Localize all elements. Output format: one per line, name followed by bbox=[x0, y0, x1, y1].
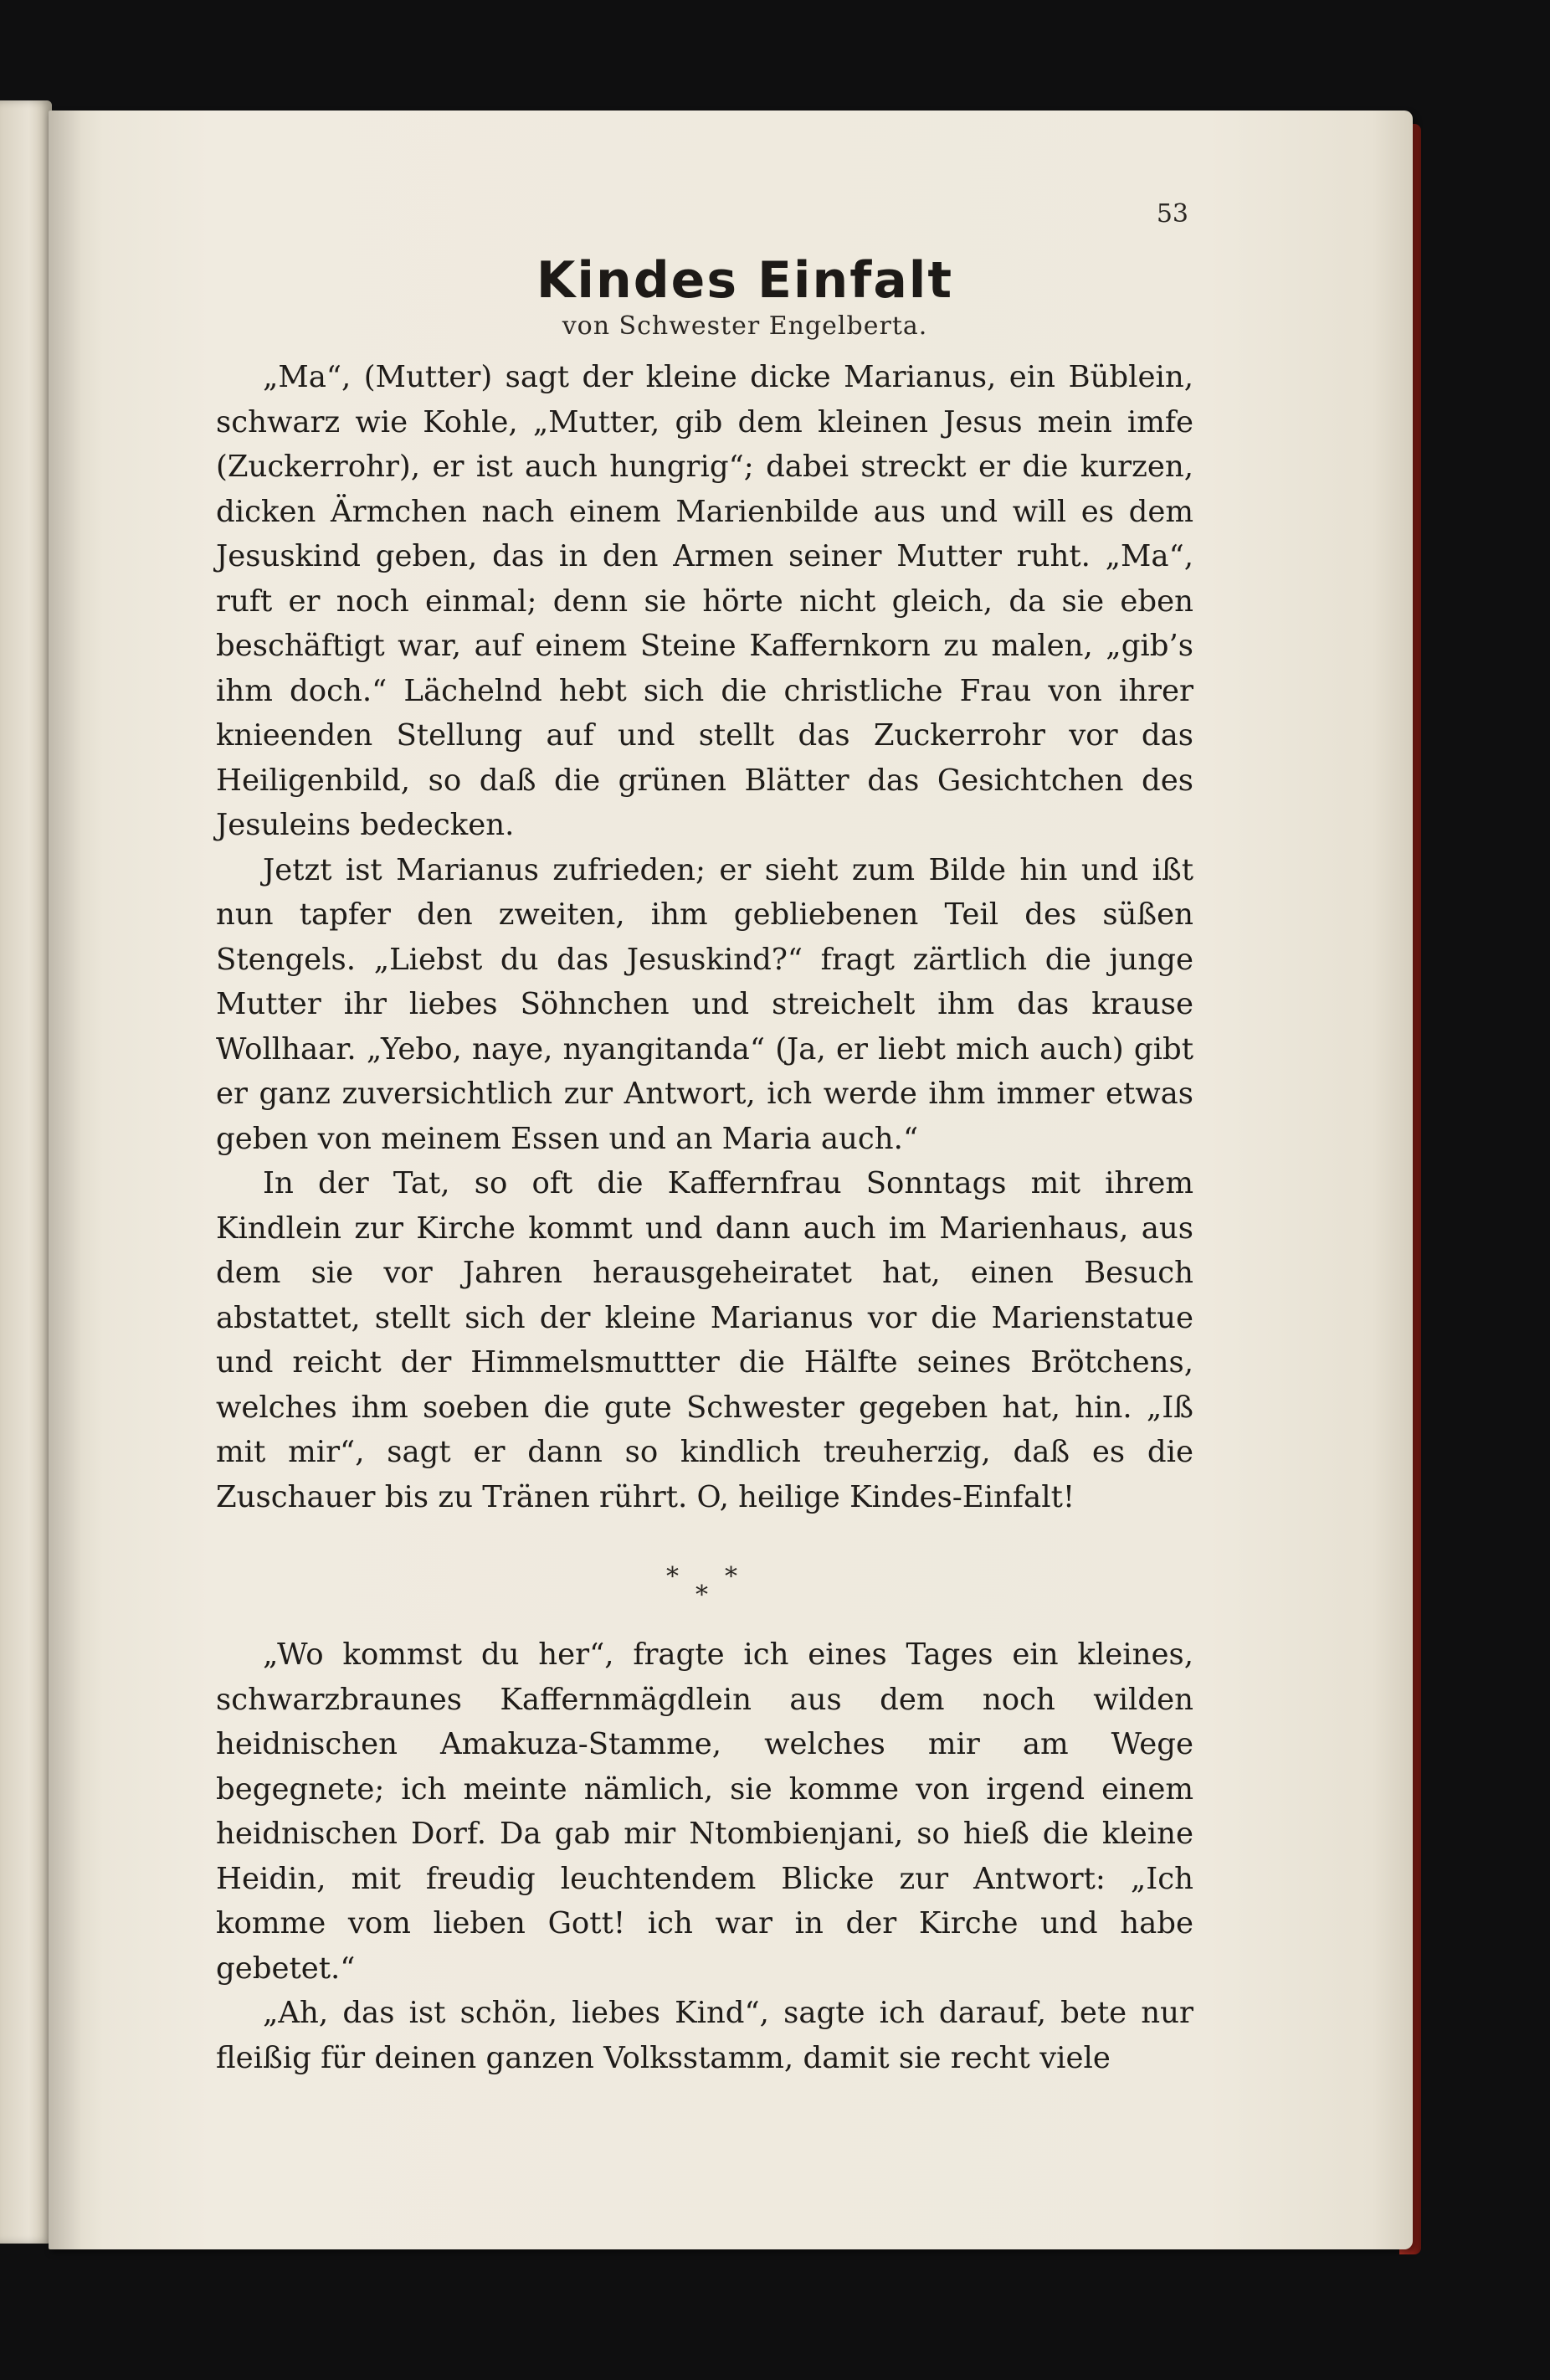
paragraph: Jetzt ist Marianus zufrieden; er sieht zum Bilde hin und ißt nun tapfer den zweiten, ihm gebliebenen Teil des süßen Stengels. „Liebst du das Jesuskind?“ fragt zärtlich die junge Mutter ihr liebes Söhnchen und streichelt ihm das krause Wollhaar. „Yebo, naye, nyangitanda“ (Ja, er liebt mich auch) gibt er ganz zuversichtlich zur Antwort, ich werde ihm immer etwas geben von meinem Essen und an Maria auch.“ bbox=[216, 852, 1193, 1156]
separator-star: * bbox=[725, 1562, 737, 1591]
page-number: 53 bbox=[1156, 199, 1188, 229]
article-body-part-2 bbox=[216, 1632, 1193, 2080]
paragraph: In der Tat, so oft die Kaffernfrau Sonntags mit ihrem Kindlein zur Kirche kommt und dann auch im Marienhaus, aus dem sie vor Jahren herausgeheiratet hat, einen Besuch abstattet, stellt sich der kleine Marianus vor die Marienstatue und reicht der Himmelsmuttter die Hälfte seines Brötchens, welches ihm soeben die gute Schwester gegeben hat, hin. „Iß mit mir“, sagt er dann so kindlich treuherzig, daß es die Zuschauer bis zu Tränen rührt. O, heilige Kindes-Einfalt! bbox=[216, 1166, 1193, 1514]
article-body-part-1 bbox=[216, 355, 1193, 1519]
article-title: Kindes Einfalt bbox=[536, 251, 954, 310]
separator-star: * bbox=[666, 1562, 679, 1591]
separator-star: * bbox=[695, 1581, 708, 1610]
left-page-shadow bbox=[0, 100, 52, 2244]
section-separator bbox=[636, 1562, 770, 1621]
paragraph: „Ah, das ist schön, liebes Kind“, sagte ich darauf, bete nur fleißig für deinen ganzen Volksstamm, damit sie recht viele bbox=[216, 1996, 1193, 2075]
article-byline: von Schwester Engelberta. bbox=[562, 311, 928, 341]
paragraph: „Ma“, (Mutter) sagt der kleine dicke Marianus, ein Büblein, schwarz wie Kohle, „Mutter, gib dem kleinen Jesus mein imfe (Zuckerrohr), er ist auch hungrig“; dabei streckt er die kurzen, dicken Ärmchen nach einem Marienbilde aus und will es dem Jesuskind geben, das in den Armen seiner Mutter ruht. „Ma“, ruft er noch einmal; denn sie hörte nicht gleich, da sie eben beschäftigt war, auf einem Steine Kaffernkorn zu malen, „gib’s ihm doch.“ Lächelnd hebt sich die christliche Frau von ihrer knieenden Stellung auf und stellt das Zuckerrohr vor das Heiligenbild, so daß die grünen Blätter das Gesichtchen des Jesuleins bedecken. bbox=[216, 360, 1193, 842]
paragraph: „Wo kommst du her“, fragte ich eines Tages ein kleines, schwarzbraunes Kaffernmägdlein aus dem noch wilden heidnischen Amakuza-Stamme, welches mir am Wege begegnete; ich meinte nämlich, sie komme von irgend einem heidnischen Dorf. Da gab mir Ntombienjani, so hieß die kleine Heidin, mit freudig leuchtendem Blicke zur Antwort: „Ich komme vom lieben Gott! ich war in der Kirche und habe gebetet.“ bbox=[216, 1637, 1193, 1986]
